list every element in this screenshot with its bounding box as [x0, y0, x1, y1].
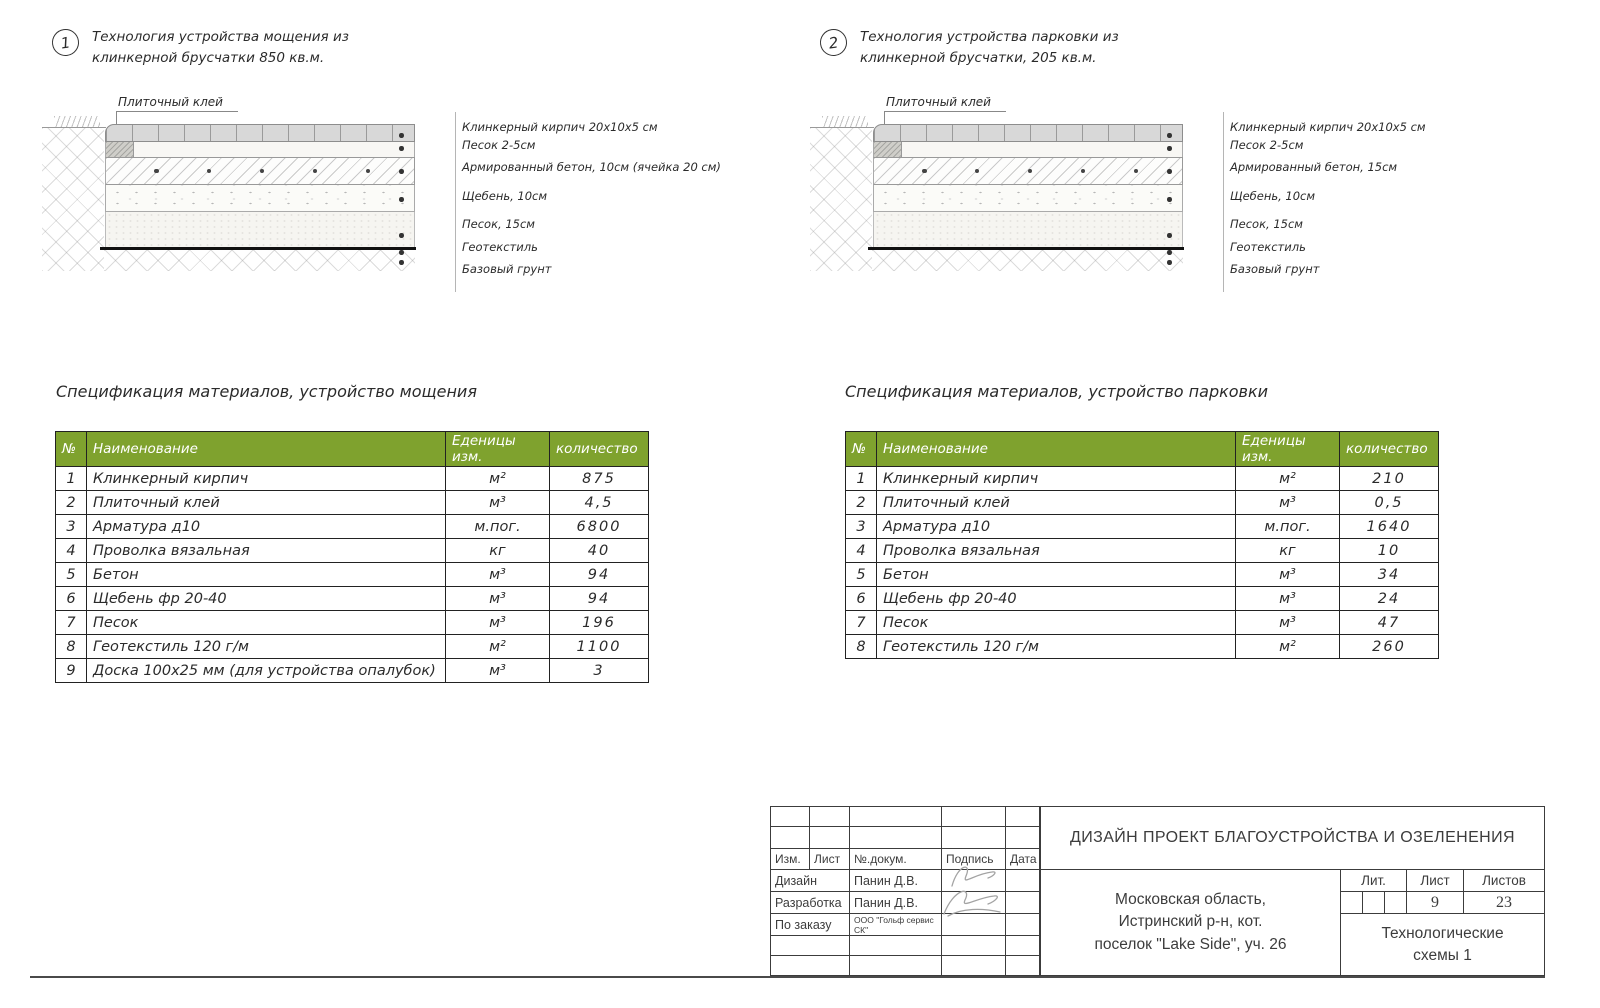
signature-cell — [941, 869, 1006, 892]
row-number: 3 — [846, 515, 877, 539]
layer-crushed-stone — [105, 185, 415, 212]
material-name: Геотекстиль 120 г/м — [87, 635, 446, 659]
callout-leader-line — [116, 111, 238, 112]
customer-name: ООО "Гольф сервис СК" — [849, 913, 942, 936]
material-name: Проволка вязальная — [877, 539, 1236, 563]
row-number: 9 — [56, 659, 87, 683]
label-crushed-stone: Щебень, 10см — [1230, 189, 1316, 203]
table-row — [56, 491, 649, 515]
table-row — [846, 515, 1439, 539]
row-number: 1 — [56, 467, 87, 491]
header-list: Лист — [809, 848, 850, 870]
leader-dot — [1167, 133, 1172, 138]
table-row — [846, 467, 1439, 491]
signature-cell — [941, 891, 1006, 914]
layer-reinforced-concrete — [873, 157, 1183, 185]
empty-cell — [770, 955, 850, 976]
leader-dot — [1167, 169, 1172, 174]
rebar-dot — [366, 169, 371, 174]
object-location — [1040, 869, 1341, 976]
material-unit: м³ — [446, 587, 550, 611]
material-name: Геотекстиль 120 г/м — [877, 635, 1236, 659]
empty-cell — [809, 826, 850, 849]
header-signature: Подпись — [941, 848, 1006, 870]
material-name: Бетон — [87, 563, 446, 587]
leader-dot — [399, 250, 404, 255]
layer-sand — [873, 212, 1183, 248]
layer-clinker-brick — [105, 124, 415, 142]
layer-crushed-stone — [873, 185, 1183, 212]
material-qty: 24 — [1340, 587, 1439, 611]
layer-sand-bed — [873, 142, 1183, 157]
developer-name: Панин Д.В. — [849, 891, 942, 914]
cross-section-paving — [42, 95, 782, 300]
project-title: ДИЗАЙН ПРОЕКТ БЛАГОУСТРОЙСТВА И ОЗЕЛЕНЕНИЯ — [1040, 806, 1545, 870]
material-qty: 6800 — [550, 515, 649, 539]
leader-dot — [399, 260, 404, 265]
material-qty: 1640 — [1340, 515, 1439, 539]
base-soil-hatch — [872, 250, 1183, 271]
material-name: Клинкерный кирпич — [87, 467, 446, 491]
material-unit: м.пог. — [446, 515, 550, 539]
document-title-line1: Технологические — [1381, 924, 1504, 942]
rebar-dot — [922, 169, 927, 174]
leader-dot — [399, 233, 404, 238]
label-base-soil: Базовый грунт — [1230, 262, 1320, 276]
material-unit: м³ — [1236, 611, 1340, 635]
sheet-header: Лист — [1406, 869, 1464, 892]
material-qty: 40 — [550, 539, 649, 563]
material-qty: 10 — [1340, 539, 1439, 563]
table-row — [846, 587, 1439, 611]
col-header-unit: Еденицы изм. — [1236, 432, 1340, 467]
table-row — [846, 611, 1439, 635]
col-header-unit: Еденицы изм. — [446, 432, 550, 467]
material-unit: м³ — [446, 611, 550, 635]
layer-sand — [105, 212, 415, 248]
leader-dot — [1167, 250, 1172, 255]
material-qty: 260 — [1340, 635, 1439, 659]
table-row — [846, 539, 1439, 563]
label-reinforced-concrete: Армированный бетон, 15см — [1230, 160, 1398, 174]
leader-dot — [399, 133, 404, 138]
material-qty: 47 — [1340, 611, 1439, 635]
table-row — [56, 515, 649, 539]
material-qty: 4,5 — [550, 491, 649, 515]
material-unit: кг — [446, 539, 550, 563]
empty-cell — [849, 955, 942, 976]
table-row — [56, 467, 649, 491]
material-qty: 34 — [1340, 563, 1439, 587]
header-date: Дата — [1005, 848, 1040, 870]
soil-hatch-left — [810, 128, 872, 271]
col-header-name: Наименование — [877, 432, 1236, 467]
table-row — [56, 611, 649, 635]
rebar-dot — [154, 169, 159, 174]
table-row — [56, 587, 649, 611]
material-name: Клинкерный кирпич — [877, 467, 1236, 491]
row-number: 2 — [56, 491, 87, 515]
leader-dot — [1167, 260, 1172, 265]
row-number: 5 — [56, 563, 87, 587]
material-unit: м³ — [1236, 563, 1340, 587]
diagram-2-number-badge: 2 — [818, 27, 848, 57]
table-header-row — [846, 432, 1439, 467]
sheet-frame-bottom — [30, 976, 1545, 978]
rebar-dot — [1028, 169, 1033, 174]
material-unit: м³ — [1236, 587, 1340, 611]
date-cell — [1005, 869, 1040, 892]
sheets-total: 23 — [1463, 891, 1545, 914]
leader-dot — [1167, 233, 1172, 238]
rebar-dot — [313, 169, 318, 174]
material-name: Арматура д10 — [877, 515, 1236, 539]
label-sand: Песок, 15см — [1230, 217, 1303, 231]
material-name: Бетон — [877, 563, 1236, 587]
rebar-dot — [260, 169, 265, 174]
lit-subcell — [1362, 891, 1385, 914]
label-base-soil: Базовый грунт — [462, 262, 552, 276]
role-customer: По заказу — [770, 913, 850, 936]
rebar-dot — [1081, 169, 1086, 174]
material-unit: м³ — [1236, 491, 1340, 515]
table-row — [56, 539, 649, 563]
row-number: 4 — [56, 539, 87, 563]
diagram-1-number-badge: 1 — [50, 27, 80, 57]
object-location-line1: Московская область, — [1115, 890, 1266, 908]
row-number: 1 — [846, 467, 877, 491]
rebar-dot — [207, 169, 212, 174]
spec-table-paving — [55, 431, 649, 683]
col-header-qty: количество — [550, 432, 649, 467]
material-qty: 0,5 — [1340, 491, 1439, 515]
leader-dot — [1167, 146, 1172, 151]
material-unit: м³ — [446, 659, 550, 683]
spec-title-parking: Спецификация материалов, устройство парковки — [845, 382, 1269, 401]
tile-adhesive-callout: Плиточный клей — [886, 95, 991, 109]
leader-dot — [1167, 197, 1172, 202]
rebar-dot — [975, 169, 980, 174]
lit-header: Лит. — [1340, 869, 1407, 892]
material-unit: м² — [1236, 467, 1340, 491]
role-development: Разработка — [770, 891, 850, 914]
row-number: 7 — [846, 611, 877, 635]
table-row — [56, 635, 649, 659]
col-header-number: № — [846, 432, 877, 467]
label-reinforced-concrete: Армированный бетон, 10см (ячейка 20 см) — [462, 160, 721, 174]
layer-sand-bed — [105, 142, 415, 157]
row-number: 2 — [846, 491, 877, 515]
diagram-1-title-line1: Технология устройства мощения из — [92, 29, 349, 45]
diagram-2-title-line2: клинкерной брусчатки, 205 кв.м. — [860, 49, 1097, 66]
layer-reinforced-concrete — [105, 157, 415, 185]
layer-clinker-brick — [873, 124, 1183, 142]
row-number: 6 — [56, 587, 87, 611]
callout-leader-line — [884, 111, 1006, 112]
material-qty: 3 — [550, 659, 649, 683]
designer-name: Панин Д.В. — [849, 869, 942, 892]
row-number: 4 — [846, 539, 877, 563]
empty-cell — [849, 935, 942, 956]
table-row — [846, 491, 1439, 515]
empty-cell — [849, 826, 942, 849]
date-cell — [1005, 891, 1040, 914]
empty-cell — [1005, 935, 1040, 956]
row-number: 7 — [56, 611, 87, 635]
spec-table-parking — [845, 431, 1439, 659]
empty-cell — [809, 806, 850, 827]
cross-section-parking — [810, 95, 1550, 300]
material-name: Щебень фр 20-40 — [87, 587, 446, 611]
empty-cell — [1005, 806, 1040, 827]
diagram-1-title-text — [92, 27, 422, 69]
material-qty: 94 — [550, 563, 649, 587]
diagram-2-title-text — [860, 27, 1190, 69]
empty-cell — [1005, 826, 1040, 849]
tile-adhesive-patch — [106, 142, 134, 157]
material-unit: м² — [446, 467, 550, 491]
material-name: Щебень фр 20-40 — [877, 587, 1236, 611]
material-name: Песок — [877, 611, 1236, 635]
material-name: Доска 100х25 мм (для устройства опалубок) — [87, 659, 446, 683]
row-number: 8 — [56, 635, 87, 659]
empty-cell — [941, 935, 1006, 956]
labels-separator-line — [1223, 112, 1224, 292]
row-number: 8 — [846, 635, 877, 659]
material-qty: 210 — [1340, 467, 1439, 491]
date-cell — [1005, 913, 1040, 936]
document-title — [1340, 913, 1545, 976]
layer-stack — [873, 124, 1183, 248]
label-clinker-brick: Клинкерный кирпич 20х10х5 см — [1230, 120, 1426, 134]
material-unit: кг — [1236, 539, 1340, 563]
material-name: Проволка вязальная — [87, 539, 446, 563]
lit-subcell — [1340, 891, 1363, 914]
diagram-2-title-line1: Технология устройства парковки из — [860, 29, 1119, 45]
material-unit: м³ — [446, 491, 550, 515]
leader-dot — [399, 169, 404, 174]
role-design: Дизайн — [770, 869, 850, 892]
spec-title-paving: Спецификация материалов, устройство мощения — [56, 382, 477, 401]
empty-cell — [849, 806, 942, 827]
tile-adhesive-patch — [874, 142, 902, 157]
soil-hatch-left — [42, 128, 104, 271]
material-unit: м³ — [446, 563, 550, 587]
table-row — [846, 635, 1439, 659]
col-header-number: № — [56, 432, 87, 467]
leader-dot — [399, 146, 404, 151]
material-unit: м.пог. — [1236, 515, 1340, 539]
table-header-row — [56, 432, 649, 467]
title-block — [770, 806, 1545, 976]
table-row — [846, 563, 1439, 587]
material-qty: 196 — [550, 611, 649, 635]
material-name: Песок — [87, 611, 446, 635]
material-unit: м² — [1236, 635, 1340, 659]
label-crushed-stone: Щебень, 10см — [462, 189, 548, 203]
tile-adhesive-callout: Плиточный клей — [118, 95, 223, 109]
label-geotextile: Геотекстиль — [1230, 240, 1306, 254]
grass-hatch — [54, 116, 100, 127]
document-title-line2: схемы 1 — [1413, 946, 1472, 964]
object-location-line3: поселок "Lake Side", уч. 26 — [1094, 935, 1287, 953]
material-qty: 875 — [550, 467, 649, 491]
empty-cell — [1005, 955, 1040, 976]
row-number: 3 — [56, 515, 87, 539]
empty-cell — [770, 935, 850, 956]
rebar-dot — [1134, 169, 1139, 174]
empty-cell — [941, 955, 1006, 976]
header-docnum: №.докум. — [849, 848, 942, 870]
leader-dot — [399, 197, 404, 202]
material-qty: 1100 — [550, 635, 649, 659]
material-unit: м² — [446, 635, 550, 659]
grass-hatch — [822, 116, 868, 127]
lit-subcell — [1384, 891, 1407, 914]
label-sand-bed: Песок 2-5см — [462, 138, 536, 152]
sheet-number: 9 — [1406, 891, 1464, 914]
header-izm: Изм. — [770, 848, 810, 870]
material-name: Арматура д10 — [87, 515, 446, 539]
label-geotextile: Геотекстиль — [462, 240, 538, 254]
empty-cell — [941, 806, 1006, 827]
table-row — [56, 563, 649, 587]
row-number: 6 — [846, 587, 877, 611]
material-qty: 94 — [550, 587, 649, 611]
diagram-1-title-line2: клинкерной брусчатки 850 кв.м. — [92, 49, 325, 66]
row-number: 5 — [846, 563, 877, 587]
empty-cell — [770, 826, 810, 849]
object-location-line2: Истринский р-н, кот. — [1118, 913, 1263, 931]
col-header-name: Наименование — [87, 432, 446, 467]
empty-cell — [941, 826, 1006, 849]
base-soil-hatch — [104, 250, 415, 271]
material-name: Плиточный клей — [87, 491, 446, 515]
label-clinker-brick: Клинкерный кирпич 20х10х5 см — [462, 120, 658, 134]
labels-separator-line — [455, 112, 456, 292]
empty-cell — [770, 806, 810, 827]
signature-cell — [941, 913, 1006, 936]
col-header-qty: количество — [1340, 432, 1439, 467]
sheets-header: Листов — [1463, 869, 1545, 892]
label-sand-bed: Песок 2-5см — [1230, 138, 1304, 152]
label-sand: Песок, 15см — [462, 217, 535, 231]
table-row — [56, 659, 649, 683]
layer-stack — [105, 124, 415, 248]
material-name: Плиточный клей — [877, 491, 1236, 515]
